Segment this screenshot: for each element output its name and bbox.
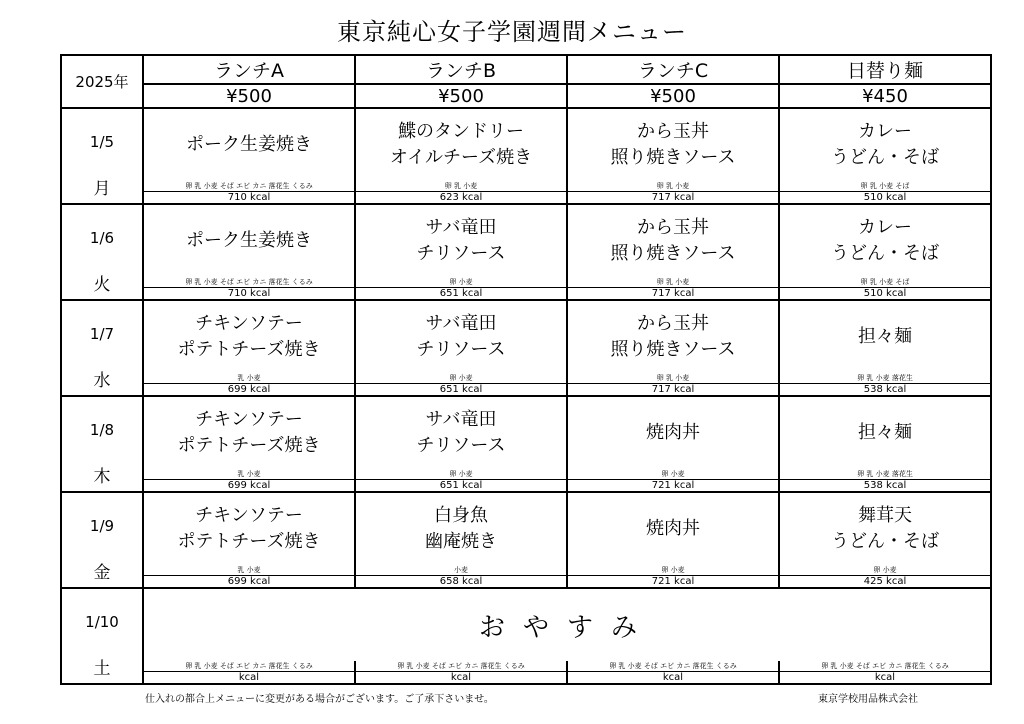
kcal-value: 651 kcal — [355, 480, 567, 492]
holiday-row — [61, 588, 991, 661]
dish-name-line: うどん・そば — [831, 531, 939, 553]
dish-cell — [779, 300, 991, 373]
holiday-label: おやすみ — [143, 588, 991, 661]
date-cell — [61, 588, 143, 684]
allergen-info: 卵 乳 小麦 — [567, 373, 779, 383]
day-row — [61, 396, 991, 469]
allergen-row — [61, 181, 991, 191]
dish-name-line: ポテトチーズ焼き — [177, 435, 321, 457]
weekday-label: 水 — [93, 371, 111, 391]
allergen-info: 卵 乳 小麦 そば エビ カニ 落花生 くるみ — [143, 277, 355, 287]
dish-cell — [355, 492, 567, 565]
dish-name-line: サバ竜田 — [425, 313, 497, 335]
dish-cell — [143, 396, 355, 469]
kcal-value: 510 kcal — [779, 288, 991, 300]
allergen-row — [61, 277, 991, 287]
dish-cell — [567, 204, 779, 277]
dish-name-line: 照り焼きソース — [610, 339, 736, 361]
date-cell — [61, 300, 143, 396]
dish-name-line: から玉丼 — [637, 121, 709, 143]
day-row — [61, 492, 991, 565]
dish-name-line: チキンソテー — [195, 505, 303, 527]
lunch-b-price: ¥500 — [355, 84, 567, 108]
kcal-value: kcal — [567, 672, 779, 684]
footer-note: 仕入れの都合上メニューに変更がある場合がございます。ご了承下さいませ。 — [145, 694, 494, 705]
lunch-a-name: ランチA — [143, 55, 355, 84]
dish-cell — [355, 300, 567, 373]
kcal-value: 699 kcal — [143, 480, 355, 492]
dish-name-line: 焼肉丼 — [646, 518, 700, 540]
dish-name-line: カレー — [858, 121, 912, 143]
date-label: 1/5 — [89, 133, 115, 151]
allergen-info: 卵 小麦 — [779, 565, 991, 575]
date-label: 1/10 — [85, 613, 119, 631]
kcal-value: 538 kcal — [779, 480, 991, 492]
year-cell: 2025年 — [61, 55, 143, 108]
kcal-row — [61, 288, 991, 300]
allergen-info: 卵 小麦 — [355, 373, 567, 383]
allergen-info: 卵 小麦 — [567, 469, 779, 479]
kcal-value: kcal — [355, 672, 567, 684]
header-row-prices — [61, 84, 991, 108]
dish-name-line: ポーク生姜焼き — [186, 230, 312, 252]
dish-cell — [143, 492, 355, 565]
allergen-info: 卵 乳 小麦 そば — [779, 277, 991, 287]
dish-name-line: うどん・そば — [831, 147, 939, 169]
kcal-value: 699 kcal — [143, 384, 355, 396]
kcal-value: 651 kcal — [355, 288, 567, 300]
kcal-value: 721 kcal — [567, 576, 779, 588]
lunch-c-name: ランチC — [567, 55, 779, 84]
weekday-label: 木 — [93, 467, 111, 487]
page-title: 東京純心女子学園週間メニュー — [337, 18, 687, 46]
date-cell — [61, 492, 143, 588]
dish-cell — [779, 204, 991, 277]
allergen-info: 卵 乳 小麦 — [567, 181, 779, 191]
dish-name-line: ポテトチーズ焼き — [177, 339, 321, 361]
kcal-value: 510 kcal — [779, 192, 991, 204]
allergen-info: 卵 乳 小麦 落花生 — [779, 373, 991, 383]
dish-cell — [143, 300, 355, 373]
dish-name-line: 焼肉丼 — [646, 422, 700, 444]
dish-cell — [143, 204, 355, 277]
date-label: 1/7 — [89, 325, 115, 343]
dish-cell — [567, 396, 779, 469]
dish-name-line: チキンソテー — [195, 313, 303, 335]
dish-name-line: オイルチーズ焼き — [389, 147, 533, 169]
dish-name-line: 照り焼きソース — [610, 243, 736, 265]
dish-name-line: チキンソテー — [195, 409, 303, 431]
allergen-info: 卵 乳 小麦 そば — [779, 181, 991, 191]
weekly-menu-table — [60, 54, 992, 685]
kcal-value: 710 kcal — [143, 192, 355, 204]
dish-name-line: 幽庵焼き — [425, 531, 497, 553]
dish-cell — [355, 396, 567, 469]
kcal-value: 651 kcal — [355, 384, 567, 396]
dish-cell — [567, 492, 779, 565]
lunch-a-price: ¥500 — [143, 84, 355, 108]
kcal-value: 717 kcal — [567, 288, 779, 300]
dish-name-line: ポーク生姜焼き — [186, 134, 312, 156]
allergen-info: 卵 乳 小麦 そば エビ カニ 落花生 くるみ — [567, 661, 779, 671]
date-label: 1/8 — [89, 421, 115, 439]
dish-name-line: 鰈のタンドリー — [398, 121, 524, 143]
dish-name-line: うどん・そば — [831, 243, 939, 265]
kcal-row — [61, 480, 991, 492]
dish-name-line: 舞茸天 — [858, 505, 912, 527]
day-row — [61, 108, 991, 181]
dish-cell — [779, 492, 991, 565]
daily-noodle-name: 日替り麺 — [779, 55, 991, 84]
allergen-row — [61, 661, 991, 671]
dish-name-line: 担々麺 — [858, 326, 912, 348]
allergen-info: 卵 乳 小麦 — [567, 277, 779, 287]
date-label: 1/9 — [89, 517, 115, 535]
dish-cell — [355, 204, 567, 277]
allergen-info: 卵 乳 小麦 そば エビ カニ 落花生 くるみ — [779, 661, 991, 671]
allergen-info: 卵 乳 小麦 落花生 — [779, 469, 991, 479]
dish-name-line: チリソース — [416, 243, 506, 265]
dish-name-line: ポテトチーズ焼き — [177, 531, 321, 553]
allergen-row — [61, 373, 991, 383]
kcal-value: kcal — [779, 672, 991, 684]
allergen-info: 乳 小麦 — [143, 565, 355, 575]
dish-name-line: サバ竜田 — [425, 217, 497, 239]
dish-name-line: 白身魚 — [434, 505, 488, 527]
dish-cell — [779, 396, 991, 469]
allergen-row — [61, 469, 991, 479]
kcal-value: 538 kcal — [779, 384, 991, 396]
footer-company: 東京学校用品株式会社 — [818, 694, 918, 705]
date-cell — [61, 204, 143, 300]
dish-name-line: から玉丼 — [637, 217, 709, 239]
kcal-row — [61, 672, 991, 684]
date-cell — [61, 108, 143, 204]
dish-cell — [355, 108, 567, 181]
allergen-info: 卵 小麦 — [355, 277, 567, 287]
allergen-info: 乳 小麦 — [143, 469, 355, 479]
kcal-value: kcal — [143, 672, 355, 684]
allergen-info: 乳 小麦 — [143, 373, 355, 383]
day-row — [61, 204, 991, 277]
kcal-value: 717 kcal — [567, 192, 779, 204]
dish-cell — [779, 108, 991, 181]
weekday-label: 月 — [93, 179, 111, 199]
lunch-c-price: ¥500 — [567, 84, 779, 108]
kcal-value: 658 kcal — [355, 576, 567, 588]
allergen-info: 卵 乳 小麦 そば エビ カニ 落花生 くるみ — [143, 181, 355, 191]
kcal-value: 623 kcal — [355, 192, 567, 204]
dish-cell — [143, 108, 355, 181]
dish-name-line: 照り焼きソース — [610, 147, 736, 169]
kcal-row — [61, 576, 991, 588]
date-cell — [61, 396, 143, 492]
weekday-label: 金 — [93, 563, 111, 583]
kcal-value: 717 kcal — [567, 384, 779, 396]
dish-name-line: サバ竜田 — [425, 409, 497, 431]
kcal-row — [61, 192, 991, 204]
weekday-label: 火 — [93, 275, 111, 295]
kcal-value: 699 kcal — [143, 576, 355, 588]
allergen-info: 卵 小麦 — [567, 565, 779, 575]
lunch-b-name: ランチB — [355, 55, 567, 84]
kcal-value: 721 kcal — [567, 480, 779, 492]
kcal-row — [61, 384, 991, 396]
kcal-value: 710 kcal — [143, 288, 355, 300]
dish-name-line: 担々麺 — [858, 422, 912, 444]
dish-cell — [567, 108, 779, 181]
kcal-value: 425 kcal — [779, 576, 991, 588]
dish-name-line: チリソース — [416, 435, 506, 457]
header-row-names — [61, 55, 991, 84]
dish-name-line: から玉丼 — [637, 313, 709, 335]
menu-body — [61, 55, 991, 684]
dish-name-line: チリソース — [416, 339, 506, 361]
allergen-row — [61, 565, 991, 575]
dish-name-line: カレー — [858, 217, 912, 239]
allergen-info: 卵 乳 小麦 — [355, 181, 567, 191]
allergen-info: 卵 小麦 — [355, 469, 567, 479]
allergen-info: 卵 乳 小麦 そば エビ カニ 落花生 くるみ — [355, 661, 567, 671]
allergen-info: 卵 乳 小麦 そば エビ カニ 落花生 くるみ — [143, 661, 355, 671]
dish-cell — [567, 300, 779, 373]
daily-noodle-price: ¥450 — [779, 84, 991, 108]
allergen-info: 小麦 — [355, 565, 567, 575]
weekday-label: 土 — [93, 659, 111, 679]
date-label: 1/6 — [89, 229, 115, 247]
day-row — [61, 300, 991, 373]
